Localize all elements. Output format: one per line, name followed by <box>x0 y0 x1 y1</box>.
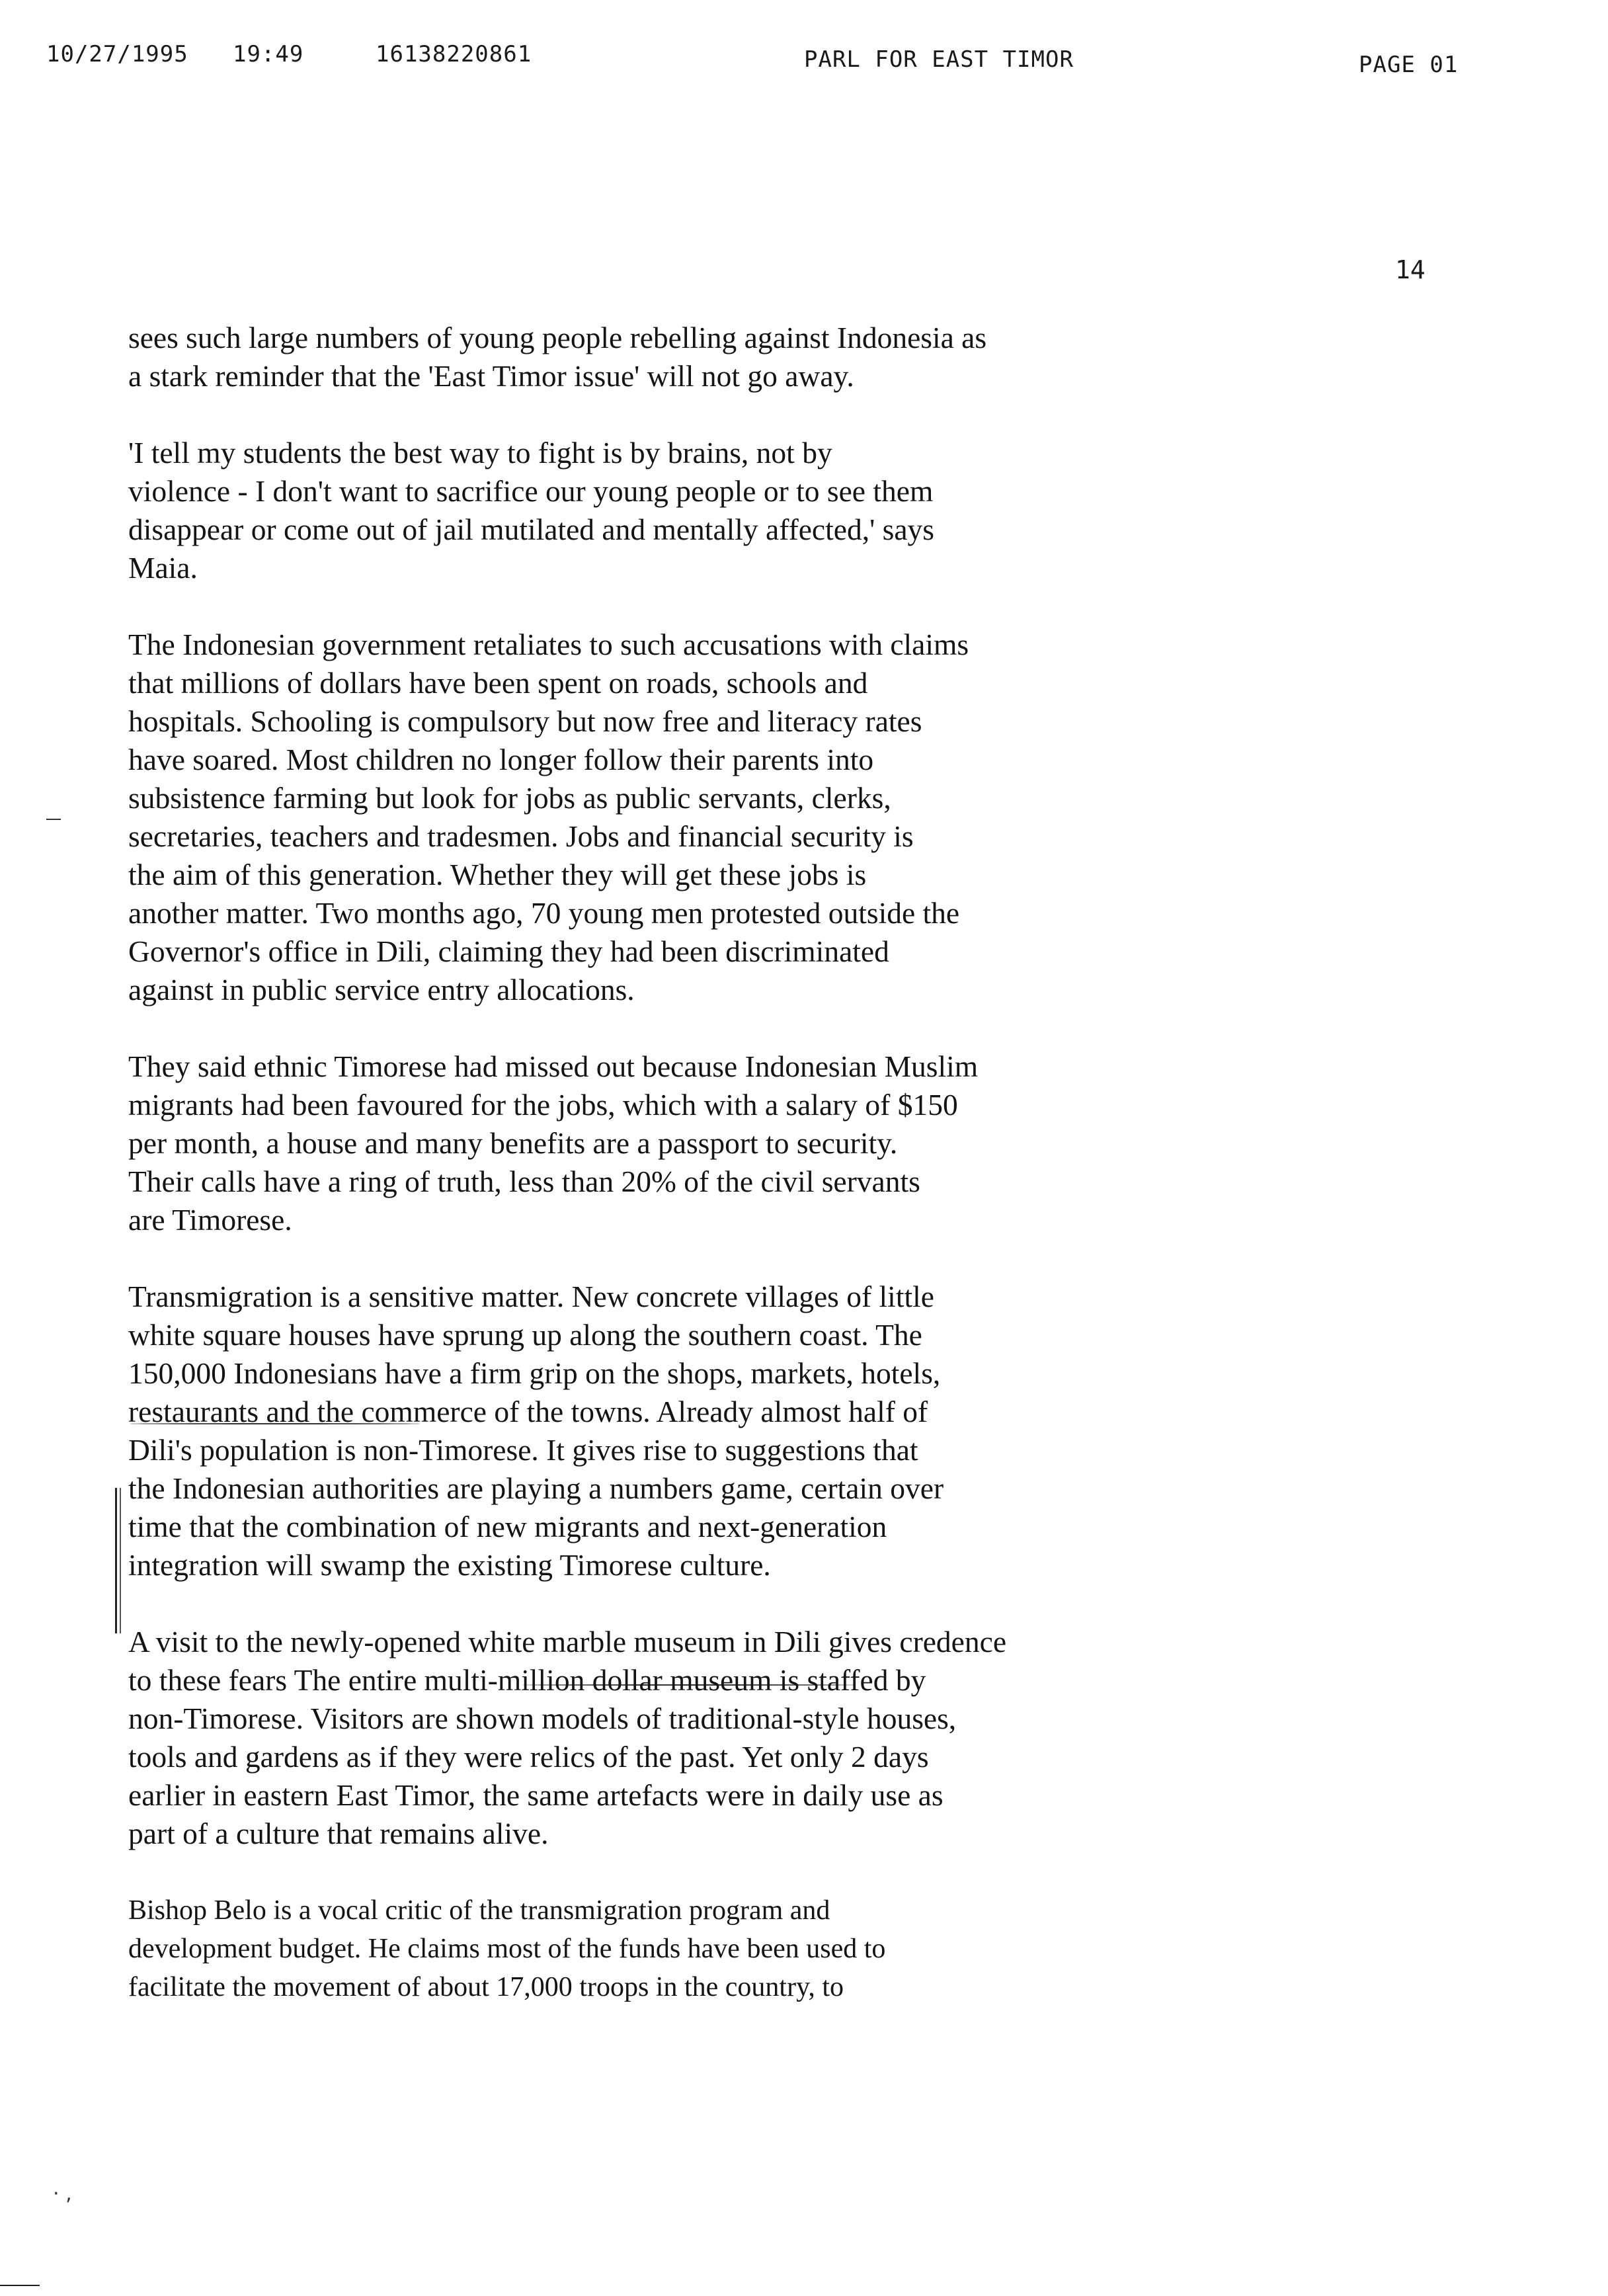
fax-time: 19:49 <box>233 41 304 67</box>
fax-number: 16138220861 <box>376 41 532 67</box>
paragraph: Bishop Belo is a vocal critic of the transmigration program and development budget. He claims most of the funds have been used to facilitate the movement of about 17,000 troops in the country, to <box>128 1895 886 2002</box>
paragraph: They said ethnic Timorese had missed out because Indonesian Muslim migrants had been favoured for the jobs, which with a salary of $150 per month, a house and many benefits are a passport to security. Their calls have a ring of truth, less than 20% of the civil servants are Timorese. <box>128 1049 979 1237</box>
fax-date: 10/27/1995 <box>46 41 188 67</box>
scan-edge-line <box>0 2285 40 2286</box>
fax-header <box>0 0 1608 79</box>
scan-specks: · , <box>53 2182 72 2205</box>
article-body <box>128 319 1199 2045</box>
paragraph: A visit to the newly-opened white marble museum in Dili gives credence to these fears The entire multi-million dollar museum is staffed by non-Timorese. Visitors are shown models of traditional-style houses, tools and gardens as if they were relics of the past. Yet only 2 days earlier in eastern East Timor, the same artefacts were in daily use as part of a culture that remains alive. <box>128 1625 1007 1850</box>
paragraph: 'I tell my students the best way to fight is by brains, not by violence - I don't want to sacrifice our young people or to see them disappear or come out of jail mutilated and mentally affected,' says Maia. <box>128 436 935 585</box>
margin-mark <box>46 819 61 820</box>
fax-page-label: PAGE 01 <box>1359 52 1459 78</box>
paragraph: sees such large numbers of young people rebelling against Indonesia as a stark reminder that the 'East Timor issue' will not go away. <box>128 321 987 393</box>
fax-sender: PARL FOR EAST TIMOR <box>804 46 1074 73</box>
paragraph: Transmigration is a sensitive matter. New concrete villages of little white square houses have sprung up along the southern coast. The 150,000 Indonesians have a firm grip on the shops, markets, hotels, restaurants and the commerce of the towns. Already almost half of Dili's population is non-Timorese. It gives rise to suggestions that the Indonesian authorities are playing a numbers game, certain over time that the combination of new migrants and next-generation integration will swamp the existing Timorese culture. <box>128 1280 944 1582</box>
paragraph: The Indonesian government retaliates to such accusations with claims that millions of dollars have been spent on roads, schools and hospitals. Schooling is compulsory but now free and literacy rates have soared. Most children no longer follow their parents into subsistence farming but look for jobs as public servants, clerks, secretaries, teachers and tradesmen. Jobs and financial security is the aim of this generation. Whether they will get these jobs is another matter. Two months ago, 70 young men protested outside the Governor's office in Dili, claiming they had been discriminated against in public service entry allocations. <box>128 628 969 1006</box>
page-number: 14 <box>1395 255 1426 284</box>
margin-bracket <box>115 1488 121 1633</box>
